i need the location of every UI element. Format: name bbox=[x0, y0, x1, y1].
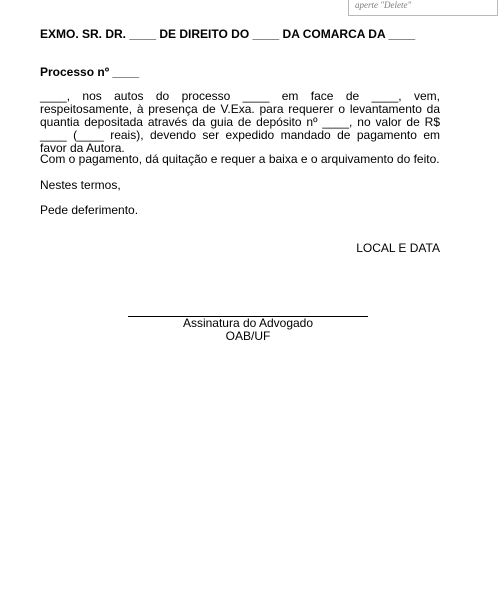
discharge-paragraph: Com o pagamento, dá quitação e requer a baixa e o arquivamento do feito. bbox=[40, 152, 440, 166]
request-paragraph: ____, nos autos do processo ____ em face de ____, vem, respeitosamente, à presença de V.Exa. para requerer o levantamento da quantia depositada através da guia de depósito nº ____, no valor de R$ ____ (____ reais), devendo ser expedido mandado de pagamento em favor da Autora. bbox=[40, 89, 440, 155]
closing-request: Pede deferimento. bbox=[40, 203, 139, 217]
location-date: LOCAL E DATA bbox=[356, 241, 440, 255]
instruction-note bbox=[348, 0, 498, 16]
signature-name: Assinatura do Advogado bbox=[182, 316, 314, 330]
signature-block bbox=[128, 317, 368, 343]
instruction-note-line-2: aperte "Delete" bbox=[355, 0, 412, 10]
signature-registration: OAB/UF bbox=[225, 329, 271, 343]
addressee-heading: EXMO. SR. DR. ____ DE DIREITO DO ____ DA COMARCA DA ____ bbox=[40, 27, 416, 41]
closing-terms: Nestes termos, bbox=[40, 178, 121, 192]
process-number: Processo nº ____ bbox=[40, 65, 140, 79]
